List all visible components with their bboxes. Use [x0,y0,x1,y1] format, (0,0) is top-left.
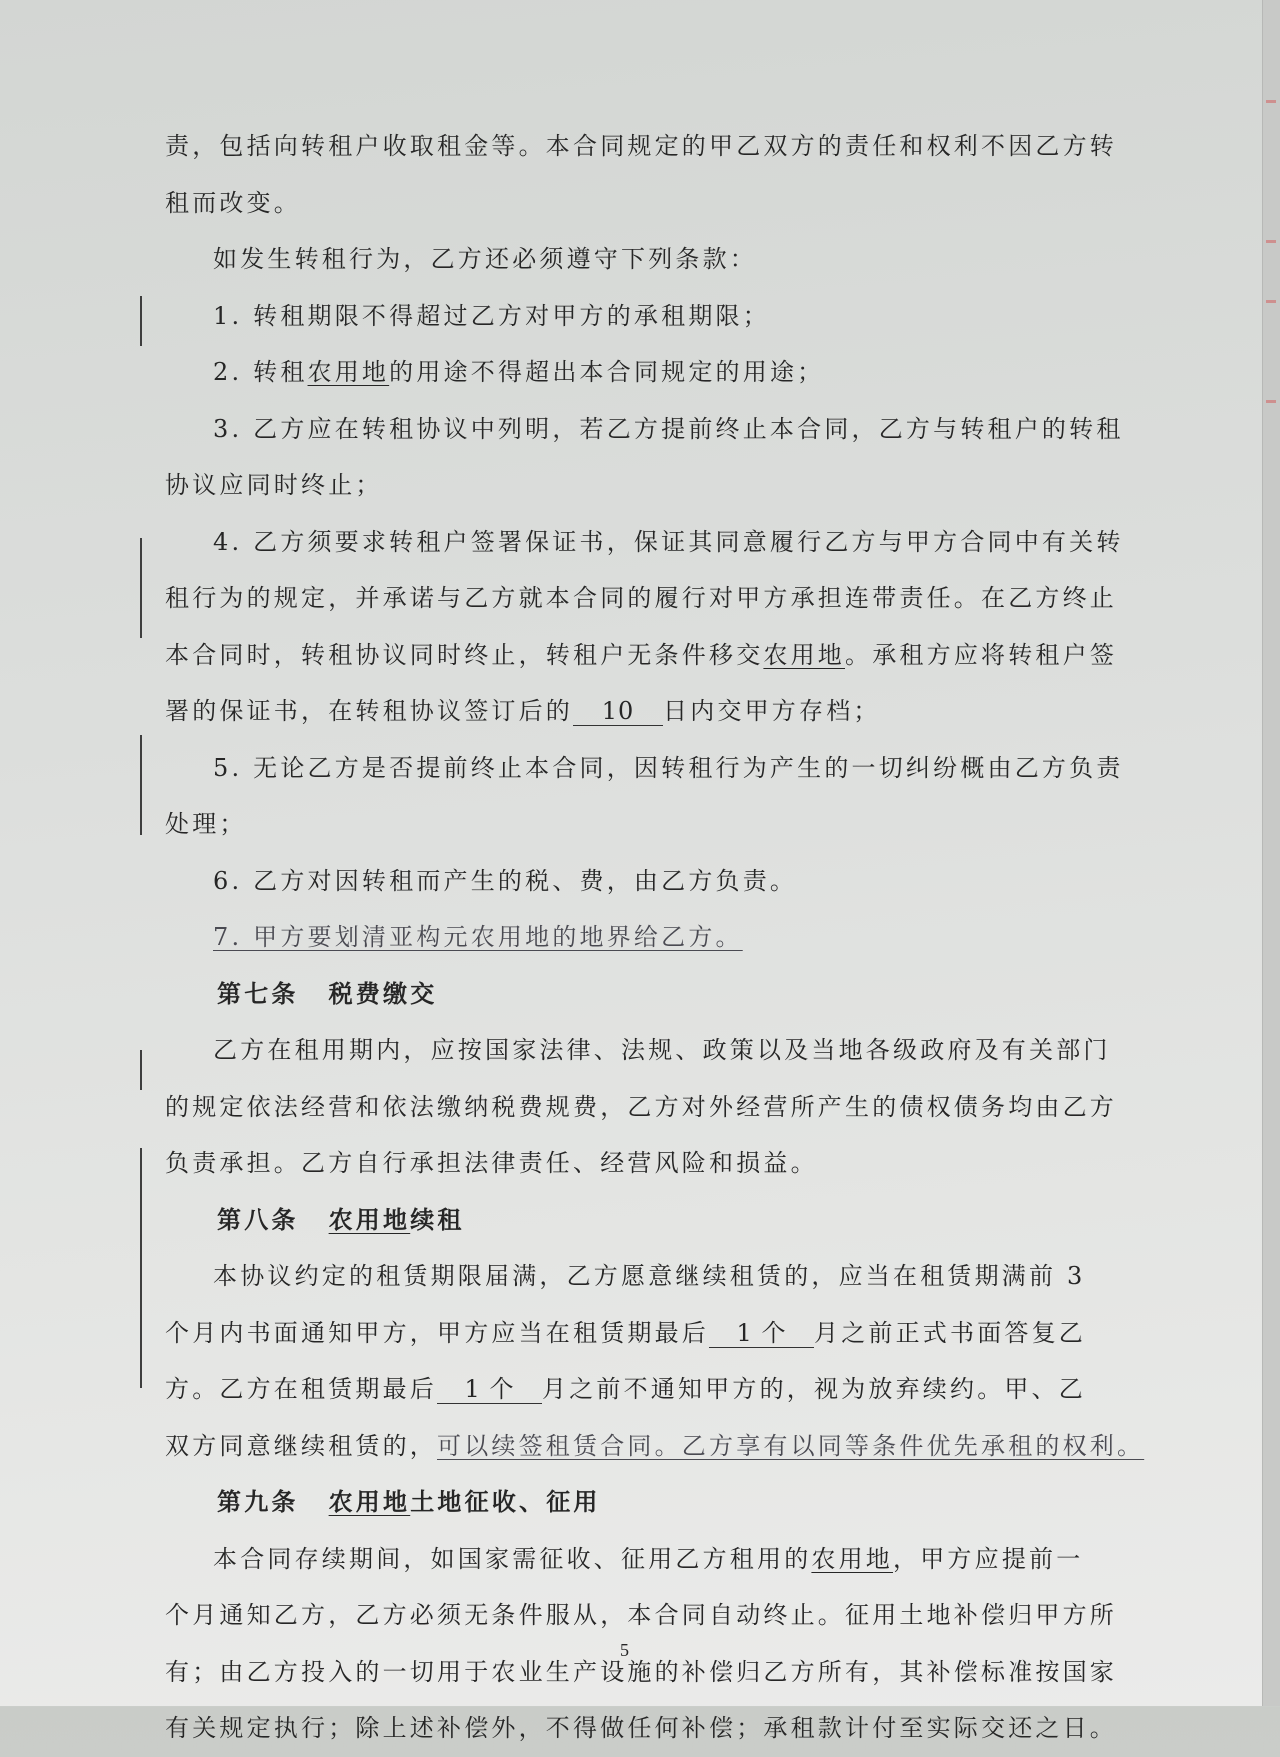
page-edge [1262,0,1280,1706]
edge-mark [1266,400,1276,403]
clause-text: 月之前正式书面答复乙 [814,1318,1086,1347]
clause-item: 6. 乙方对因转租而产生的税、费，由乙方负责。 [213,866,798,895]
text-line [165,1361,1086,1418]
text-line [165,1305,1086,1362]
text-line: 本协议约定的租赁期限届满，乙方愿意继续租赁的，应当在租赁期满前 3 [213,1262,1086,1290]
clause-item: 5. 无论乙方是否提前终止本合同，因转租行为产生的一切纠纷概由乙方负责 [213,753,1124,782]
clause-text: 。承租方应将转租户签 [845,640,1118,669]
underlined-term: 农用地 [307,358,390,386]
margin-bar [140,1050,142,1090]
text-line: 有；由乙方投入的一切用于农业生产设施的补偿归乙方所有，其补偿标准按国家 [165,1657,1117,1686]
handwritten-clause: 可以续签租赁合同。乙方享有以同等条件优先承租的权利。 [437,1431,1145,1460]
margin-bar [140,1148,142,1388]
article-number: 第七条 [217,978,299,1008]
text-line: 责，包括向转租户收取租金等。本合同规定的甲乙双方的责任和权利不因乙方转 [165,132,1117,160]
text-line [165,683,1080,740]
clause-text: ，甲方应提前一 [893,1544,1084,1573]
fill-in-days: 10 [573,697,663,726]
underlined-term: 农用地 [811,1544,894,1573]
text-line: 乙方在租用期内，应按国家法律、法规、政策以及当地各级政府及有关部门 [213,1036,1111,1064]
article-heading [165,1474,1080,1531]
document-body [165,118,1145,1757]
margin-bar [140,538,142,638]
underlined-term: 农用地 [328,1204,411,1234]
clause-text: 方。乙方在租赁期最后 [165,1375,437,1403]
clause-text: 日内交甲方存档； [663,697,881,725]
article-heading [165,966,1080,1023]
text-line [165,1418,1145,1475]
clause-text: 本合同存续期间，如国家需征收、征用乙方租用的 [213,1544,812,1573]
clause-item: 3. 乙方应在转租协议中列明，若乙方提前终止本合同，乙方与转租户的转租 [213,414,1124,443]
text-line [165,1531,1084,1588]
clause-text: 本合同时，转租协议同时终止，转租户无条件移交 [165,640,764,669]
clause-item: 1. 转租期限不得超过乙方对甲方的承租期限； [213,301,770,330]
page-number: 5 [620,1640,629,1660]
handwritten-clause: 7. 甲方要划清亚构元农用地的地界给乙方。 [213,923,743,951]
edge-mark [1266,300,1276,303]
article-title: 土地征收、征用 [410,1487,601,1516]
clause-item [165,909,1080,966]
margin-bar [140,296,142,346]
clause-text: 2. 转租 [213,358,308,386]
article-number: 第九条 [217,1487,299,1516]
text-line: 负责承担。乙方自行承担法律责任、经营风险和损益。 [165,1149,818,1177]
edge-mark [1266,240,1276,243]
text-line: 如发生转租行为，乙方还必须遵守下列条款： [213,245,757,273]
clause-text: 署的保证书，在转租协议签订后的 [165,697,573,725]
text-line: 租行为的规定，并承诺与乙方就本合同的履行对甲方承担连带责任。在乙方终止 [165,584,1117,612]
text-line: 租而改变。 [165,188,301,217]
clause-text: 双方同意继续租赁的， [165,1431,437,1460]
text-line: 个月通知乙方，乙方必须无条件服从，本合同自动终止。征用土地补偿归甲方所 [165,1601,1117,1629]
clause-item [165,344,1080,401]
article-heading [165,1192,1080,1249]
article-number: 第八条 [217,1204,299,1234]
article-title: 税费缴交 [328,978,438,1008]
text-line: 的规定依法经营和依法缴纳税费规费，乙方对外经营所产生的债权债务均由乙方 [165,1092,1117,1121]
text-line [165,627,1118,684]
clause-item: 4. 乙方须要求转租户签署保证书，保证其同意履行乙方与甲方合同中有关转 [213,527,1124,556]
edge-mark [1266,100,1276,103]
text-line: 有关规定执行；除上述补偿外，不得做任何补偿；承租款计付至实际交还之日。 [165,1714,1117,1742]
margin-bar [140,735,142,835]
underlined-term: 农用地 [763,640,846,669]
article-title: 续租 [410,1204,465,1234]
text-line: 协议应同时终止； [165,471,383,499]
clause-text: 的用途不得超出本合同规定的用途； [389,358,825,386]
text-line: 处理； [165,810,247,838]
clause-text: 个月内书面通知甲方，甲方应当在租赁期最后 [165,1318,709,1347]
underlined-term: 农用地 [328,1487,411,1516]
fill-in-months: 1 个 [437,1375,542,1404]
clause-text: 月之前不通知甲方的，视为放弃续约。甲、乙 [542,1375,1086,1403]
fill-in-months: 1 个 [709,1319,814,1348]
